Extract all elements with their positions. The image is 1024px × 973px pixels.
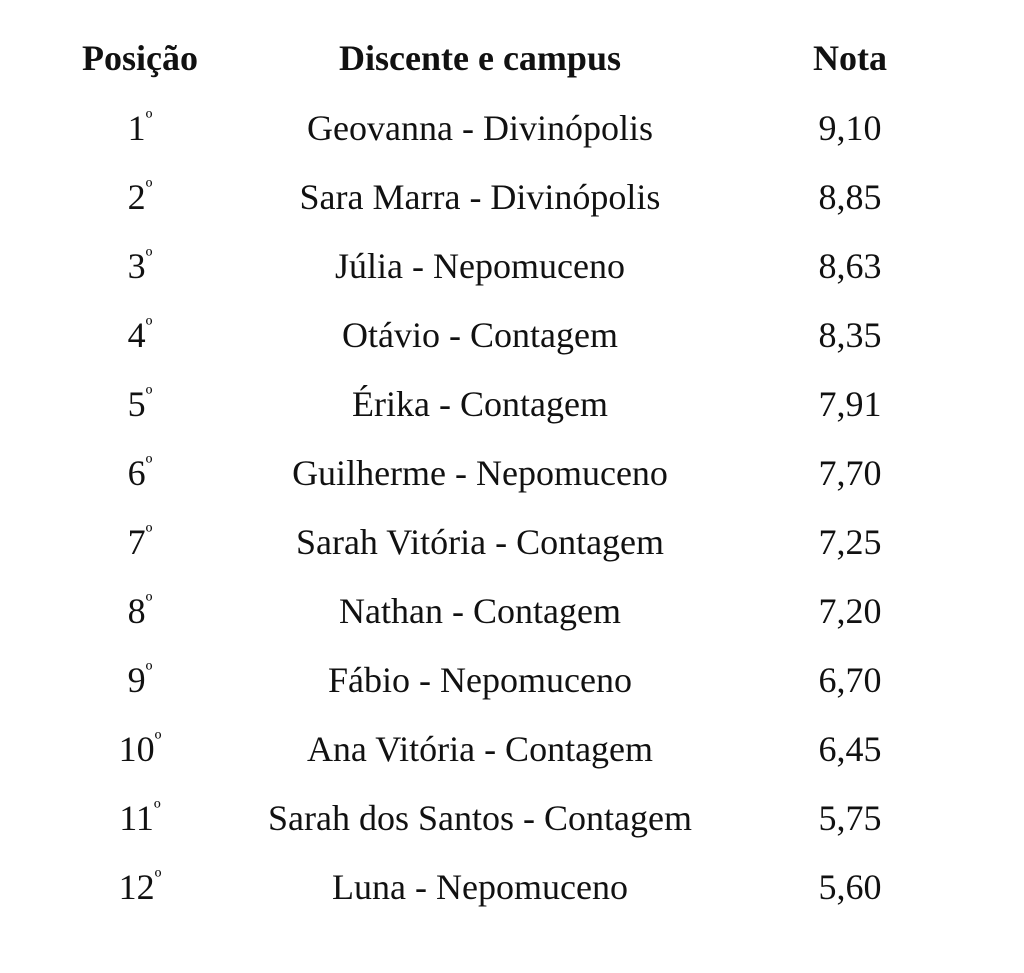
grade-cell: 5,75	[818, 798, 882, 838]
ordinal-mark: º	[154, 727, 162, 752]
ordinal-mark: º	[154, 865, 162, 890]
table-row	[0, 236, 1024, 296]
position-cell	[60, 512, 220, 572]
grade-cell: 8,85	[818, 177, 882, 217]
ordinal-mark: º	[145, 658, 153, 683]
position-cell	[60, 857, 220, 917]
ordinal-mark: º	[145, 313, 153, 338]
position-cell	[60, 719, 220, 779]
position-number: 10	[118, 729, 155, 769]
table-header-row	[0, 28, 1024, 88]
student-campus-cell: Sarah Vitória - Contagem	[295, 522, 665, 562]
student-campus-cell: Érika - Contagem	[352, 384, 608, 424]
position-number: 11	[119, 798, 154, 838]
student-campus-cell: Nathan - Contagem	[339, 591, 621, 631]
student-campus-cell: Luna - Nepomuceno	[332, 867, 628, 907]
grade-cell: 7,20	[818, 591, 882, 631]
grade-cell: 7,25	[818, 522, 882, 562]
position-cell	[60, 305, 220, 365]
grade-cell: 8,35	[818, 315, 882, 355]
table-row	[0, 650, 1024, 710]
table-row	[0, 788, 1024, 848]
student-campus-cell: Otávio - Contagem	[342, 315, 618, 355]
student-campus-cell: Ana Vitória - Contagem	[306, 729, 654, 769]
position-cell	[60, 98, 220, 158]
header-student-campus: Discente e campus	[339, 38, 621, 78]
table-row	[0, 98, 1024, 158]
position-cell	[60, 236, 220, 296]
table-row	[0, 374, 1024, 434]
student-campus-cell: Fábio - Nepomuceno	[328, 660, 632, 700]
position-number: 3	[127, 246, 146, 286]
position-cell	[60, 167, 220, 227]
ordinal-mark: º	[145, 244, 153, 269]
table-row	[0, 305, 1024, 365]
ordinal-mark: º	[145, 589, 153, 614]
position-number: 7	[127, 522, 146, 562]
table-row	[0, 719, 1024, 779]
student-campus-cell: Sarah dos Santos - Contagem	[268, 798, 692, 838]
position-cell	[60, 650, 220, 710]
grade-cell: 7,91	[818, 384, 882, 424]
position-cell	[60, 581, 220, 641]
grade-cell: 6,45	[818, 729, 882, 769]
ordinal-mark: º	[145, 175, 153, 200]
ordinal-mark: º	[145, 106, 153, 131]
position-number: 9	[127, 660, 146, 700]
header-grade: Nota	[813, 38, 887, 78]
position-cell	[60, 374, 220, 434]
table-row	[0, 443, 1024, 503]
position-number: 8	[127, 591, 146, 631]
position-cell	[60, 788, 220, 848]
table-row	[0, 512, 1024, 572]
student-campus-cell: Geovanna - Divinópolis	[307, 108, 653, 148]
student-campus-cell: Sara Marra - Divinópolis	[299, 177, 661, 217]
ordinal-mark: º	[145, 520, 153, 545]
position-number: 6	[127, 453, 146, 493]
ordinal-mark: º	[145, 451, 153, 476]
grade-cell: 5,60	[818, 867, 882, 907]
student-campus-cell: Júlia - Nepomuceno	[335, 246, 625, 286]
position-cell	[60, 443, 220, 503]
position-number: 2	[127, 177, 146, 217]
table-row	[0, 857, 1024, 917]
grade-cell: 9,10	[818, 108, 882, 148]
position-number: 12	[118, 867, 155, 907]
table-row	[0, 581, 1024, 641]
grade-cell: 6,70	[818, 660, 882, 700]
student-campus-cell: Guilherme - Nepomuceno	[292, 453, 668, 493]
ordinal-mark: º	[145, 382, 153, 407]
position-number: 5	[127, 384, 146, 424]
ordinal-mark: º	[153, 796, 161, 821]
table-row	[0, 167, 1024, 227]
grade-cell: 8,63	[818, 246, 882, 286]
header-position: Posição	[82, 38, 198, 78]
position-number: 1	[127, 108, 146, 148]
grade-cell: 7,70	[818, 453, 882, 493]
position-number: 4	[127, 315, 146, 355]
